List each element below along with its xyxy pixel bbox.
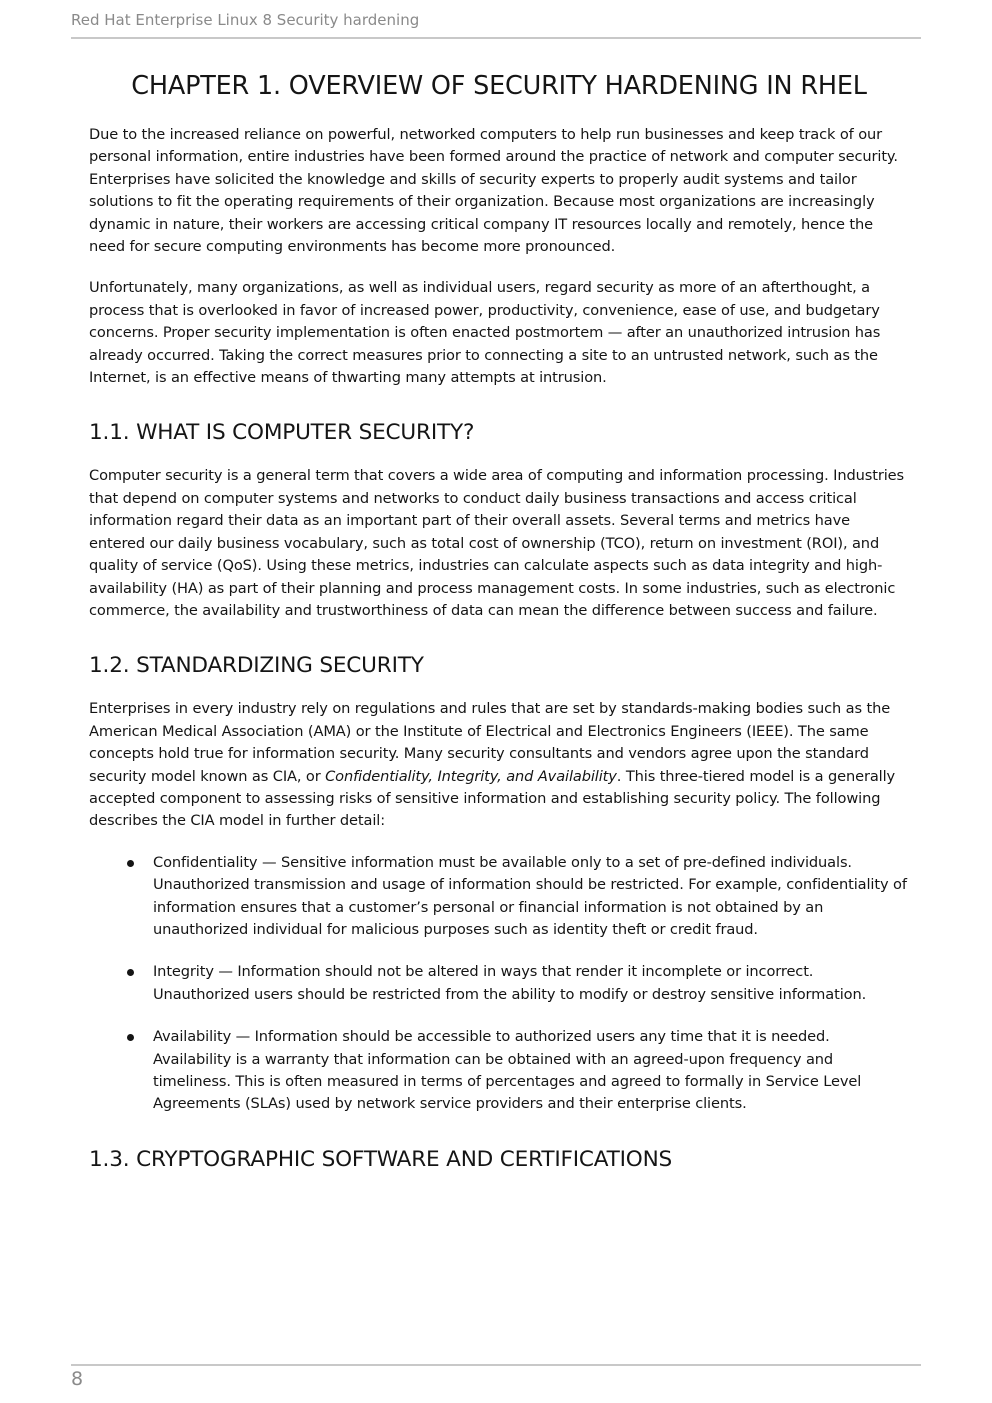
bullet-text: Availability — Information should be accessible to authorized users any time that it is needed. Availability is a warranty that information can be obtained with an agreed-upon frequency and timeliness. This is often measured in terms of percentages and agreed to formally in Service Level Agreements (SLAs) used by network service providers and their enterprise clients. [153, 1028, 862, 1113]
header-divider [71, 37, 921, 39]
running-header-title: Red Hat Enterprise Linux 8 Security hardening [71, 11, 420, 29]
cia-emphasis: Confidentiality, Integrity, and Availability [325, 767, 617, 785]
page-content [89, 70, 909, 1192]
bullet-icon [127, 969, 134, 976]
section-heading-1-3: 1.3. CRYPTOGRAPHIC SOFTWARE AND CERTIFICATIONS [89, 1146, 673, 1172]
bullet-text: Integrity — Information should not be altered in ways that render it incomplete or incorrect. Unauthorized users should be restricted from the ability to modify or destroy sensitive information. [153, 963, 867, 1003]
section-1-2-paragraph [89, 698, 909, 832]
bullet-item-confidentiality [89, 852, 909, 942]
section-heading-1-2: 1.2. STANDARDIZING SECURITY [89, 653, 424, 679]
section-heading-1-1: 1.1. WHAT IS COMPUTER SECURITY? [89, 420, 475, 446]
footer-divider [71, 1364, 921, 1366]
chapter-title: CHAPTER 1. OVERVIEW OF SECURITY HARDENING IN RHEL [131, 71, 867, 101]
bullet-item-integrity [89, 961, 909, 1006]
paragraph-text-end: . This three-tiered model is a generally accepted component to assessing risks of sensitive information and establishing security policy. The following describes the CIA model in further detail: [89, 767, 896, 830]
cia-bullet-list [89, 852, 909, 1116]
intro-paragraph-2: Unfortunately, many organizations, as well as individual users, regard security as more of an afterthought, a process that is overlooked in favor of increased power, productivity, convenience, ease of use, and budgetary concerns. Proper security implementation is often enacted postmortem — after an unauthorized intrusion has already occurred. Taking the correct measures prior to connecting a site to an untrusted network, such as the Internet, is an effective means of thwarting many attempts at intrusion. [89, 279, 881, 387]
bullet-icon [127, 1034, 134, 1041]
page-number: 8 [71, 1368, 84, 1390]
section-1-1-paragraph: Computer security is a general term that covers a wide area of computing and information processing. Industries that depend on computer systems and networks to conduct daily business transactions and access critical information regard their data as an important part of their overall assets. Several terms and metrics have entered our daily business vocabulary, such as total cost of ownership (TCO), return on investment (ROI), and quality of service (QoS). Using these metrics, industries can calculate aspects such as data integrity and high-availability (HA) as part of their planning and process management costs. In some industries, such as electronic commerce, the availability and trustworthiness of data can mean the difference between success and failure. [89, 467, 905, 619]
paragraph-text-start: Enterprises in every industry rely on regulations and rules that are set by standards-making bodies such as the American Medical Association (AMA) or the Institute of Electrical and Electronics Engineers (IEEE). The same concepts hold true for information security. Many security consultants and vendors agree upon the standard security model known as CIA, or [89, 700, 891, 785]
intro-paragraph-1: Due to the increased reliance on powerful, networked computers to help run businesses and keep track of our personal information, entire industries have been formed around the practice of network and computer security. Enterprises have solicited the knowledge and skills of security experts to properly audit systems and tailor solutions to fit the operating requirements of their organization. Because most organizations are increasingly dynamic in nature, their workers are accessing critical company IT resources locally and remotely, hence the need for secure computing environments has become more pronounced. [89, 126, 898, 256]
bullet-text: Confidentiality — Sensitive information must be available only to a set of pre-defined individuals. Unauthorized transmission and usage of information should be restricted. For example, confidentiality of information ensures that a customer’s personal or financial information is not obtained by an unauthorized individual for malicious purposes such as identity theft or credit fraud. [153, 853, 907, 938]
bullet-icon [127, 860, 134, 867]
bullet-item-availability [89, 1026, 909, 1116]
